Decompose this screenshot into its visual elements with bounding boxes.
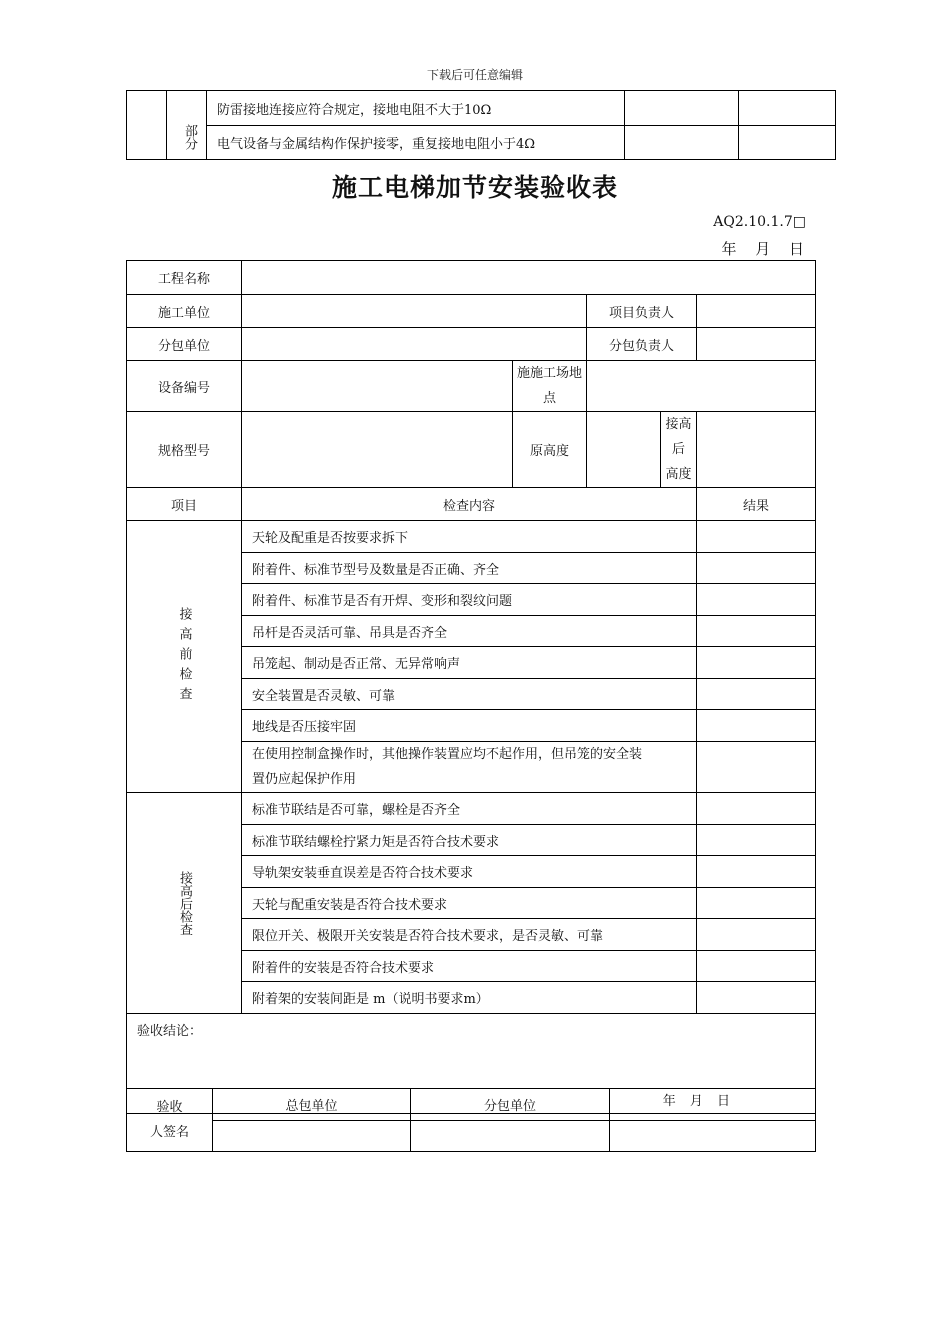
equipment-no-label: 设备编号 bbox=[127, 361, 242, 412]
site-label: 施施工场地 点 bbox=[513, 361, 587, 412]
project-manager-label: 项目负责人 bbox=[587, 295, 697, 328]
after-item-1: 标准节联结是否可靠，螺栓是否齐全 bbox=[242, 793, 697, 825]
before-item-6: 安全装置是否灵敏、可靠 bbox=[242, 679, 697, 710]
column-content: 检查内容 bbox=[242, 488, 697, 521]
after-result-2[interactable] bbox=[697, 825, 816, 856]
subcontractor-signature[interactable] bbox=[411, 1121, 610, 1152]
subcontractor-label: 分包单位 bbox=[411, 1089, 610, 1121]
top-blank-cell bbox=[127, 91, 167, 160]
project-name-field[interactable] bbox=[242, 261, 816, 295]
sub-manager-label: 分包负责人 bbox=[587, 328, 697, 361]
sub-unit-field[interactable] bbox=[242, 328, 587, 361]
top-fragment-table bbox=[126, 90, 836, 160]
construction-unit-label: 施工单位 bbox=[127, 295, 242, 328]
before-item-7: 地线是否压接牢固 bbox=[242, 710, 697, 742]
header-note: 下载后可任意编辑 bbox=[426, 68, 523, 82]
construction-unit-field[interactable] bbox=[242, 295, 587, 328]
sub-manager-field[interactable] bbox=[697, 328, 816, 361]
signature-table bbox=[126, 1088, 816, 1152]
general-contractor-label: 总包单位 bbox=[213, 1089, 411, 1121]
form-code: AQ2.10.1.7□ bbox=[713, 214, 806, 230]
before-item-2: 附着件、标准节型号及数量是否正确、齐全 bbox=[242, 553, 697, 584]
top-row-1-result-b[interactable] bbox=[739, 91, 836, 126]
inspection-table bbox=[126, 260, 816, 1114]
before-result-6[interactable] bbox=[697, 679, 816, 710]
before-item-5: 吊笼起、制动是否正常、无异常响声 bbox=[242, 647, 697, 679]
signature-extra-header[interactable] bbox=[610, 1089, 816, 1121]
before-item-3: 附着件、标准节是否有开焊、变形和裂纹问题 bbox=[242, 584, 697, 616]
after-item-7: 附着架的安装间距是 m（说明书要求m） bbox=[242, 982, 697, 1014]
after-item-6: 附着件的安装是否符合技术要求 bbox=[242, 951, 697, 982]
project-manager-field[interactable] bbox=[697, 295, 816, 328]
before-result-2[interactable] bbox=[697, 553, 816, 584]
after-result-3[interactable] bbox=[697, 856, 816, 888]
column-item: 项目 bbox=[127, 488, 242, 521]
before-result-5[interactable] bbox=[697, 647, 816, 679]
before-result-8[interactable] bbox=[697, 742, 816, 793]
after-item-2: 标准节联结螺栓拧紧力矩是否符合技术要求 bbox=[242, 825, 697, 856]
page-title: 施工电梯加节安装验收表 bbox=[331, 173, 618, 202]
after-item-4: 天轮与配重安装是否符合技术要求 bbox=[242, 888, 697, 919]
before-item-4: 吊杆是否灵活可靠、吊具是否齐全 bbox=[242, 616, 697, 647]
general-contractor-signature[interactable] bbox=[213, 1121, 411, 1152]
top-row-2: 电气设备与金属结构作保护接零，重复接地电阻小于4Ω bbox=[207, 126, 625, 160]
extra-signature[interactable] bbox=[610, 1121, 816, 1152]
orig-height-field[interactable] bbox=[587, 412, 661, 488]
spec-model-label: 规格型号 bbox=[127, 412, 242, 488]
equipment-no-field[interactable] bbox=[242, 361, 513, 412]
conclusion-label: 验收结论： bbox=[137, 1024, 203, 1039]
conclusion-date: 年 月 日 bbox=[662, 1094, 732, 1109]
before-result-7[interactable] bbox=[697, 710, 816, 742]
top-row-2-result-b[interactable] bbox=[739, 126, 836, 160]
after-item-3: 导轨架安装垂直误差是否符合技术要求 bbox=[242, 856, 697, 888]
top-row-1-result-a[interactable] bbox=[625, 91, 739, 126]
before-result-3[interactable] bbox=[697, 584, 816, 616]
after-item-5: 限位开关、极限开关安装是否符合技术要求，是否灵敏、可靠 bbox=[242, 919, 697, 951]
project-name-label: 工程名称 bbox=[127, 261, 242, 295]
before-result-1[interactable] bbox=[697, 521, 816, 553]
date-line: 年 月 日 bbox=[721, 240, 806, 258]
after-check-label: 接高后检查 bbox=[177, 870, 192, 936]
after-result-7[interactable] bbox=[697, 982, 816, 1014]
column-result: 结果 bbox=[697, 488, 816, 521]
signature-label: 验收 人签名 bbox=[127, 1089, 213, 1152]
spec-model-field[interactable] bbox=[242, 412, 513, 488]
top-row-1: 防雷接地连接应符合规定，接地电阻不大于10Ω bbox=[207, 91, 625, 126]
orig-height-label: 原高度 bbox=[513, 412, 587, 488]
before-item-8: 在使用控制盒操作时，其他操作装置应均不起作用，但吊笼的安全装 置仍应起保护作用 bbox=[242, 742, 697, 793]
after-height-field[interactable] bbox=[697, 412, 816, 488]
before-check-label: 接高前检查 bbox=[176, 606, 192, 707]
after-result-4[interactable] bbox=[697, 888, 816, 919]
after-height-label: 接高后 高度 bbox=[661, 412, 697, 488]
before-result-4[interactable] bbox=[697, 616, 816, 647]
after-result-6[interactable] bbox=[697, 951, 816, 982]
section-label: 部分 bbox=[182, 124, 197, 150]
before-item-1: 天轮及配重是否按要求拆下 bbox=[242, 521, 697, 553]
site-field[interactable] bbox=[587, 361, 816, 412]
after-result-5[interactable] bbox=[697, 919, 816, 951]
top-row-2-result-a[interactable] bbox=[625, 126, 739, 160]
after-result-1[interactable] bbox=[697, 793, 816, 825]
sub-unit-label: 分包单位 bbox=[127, 328, 242, 361]
